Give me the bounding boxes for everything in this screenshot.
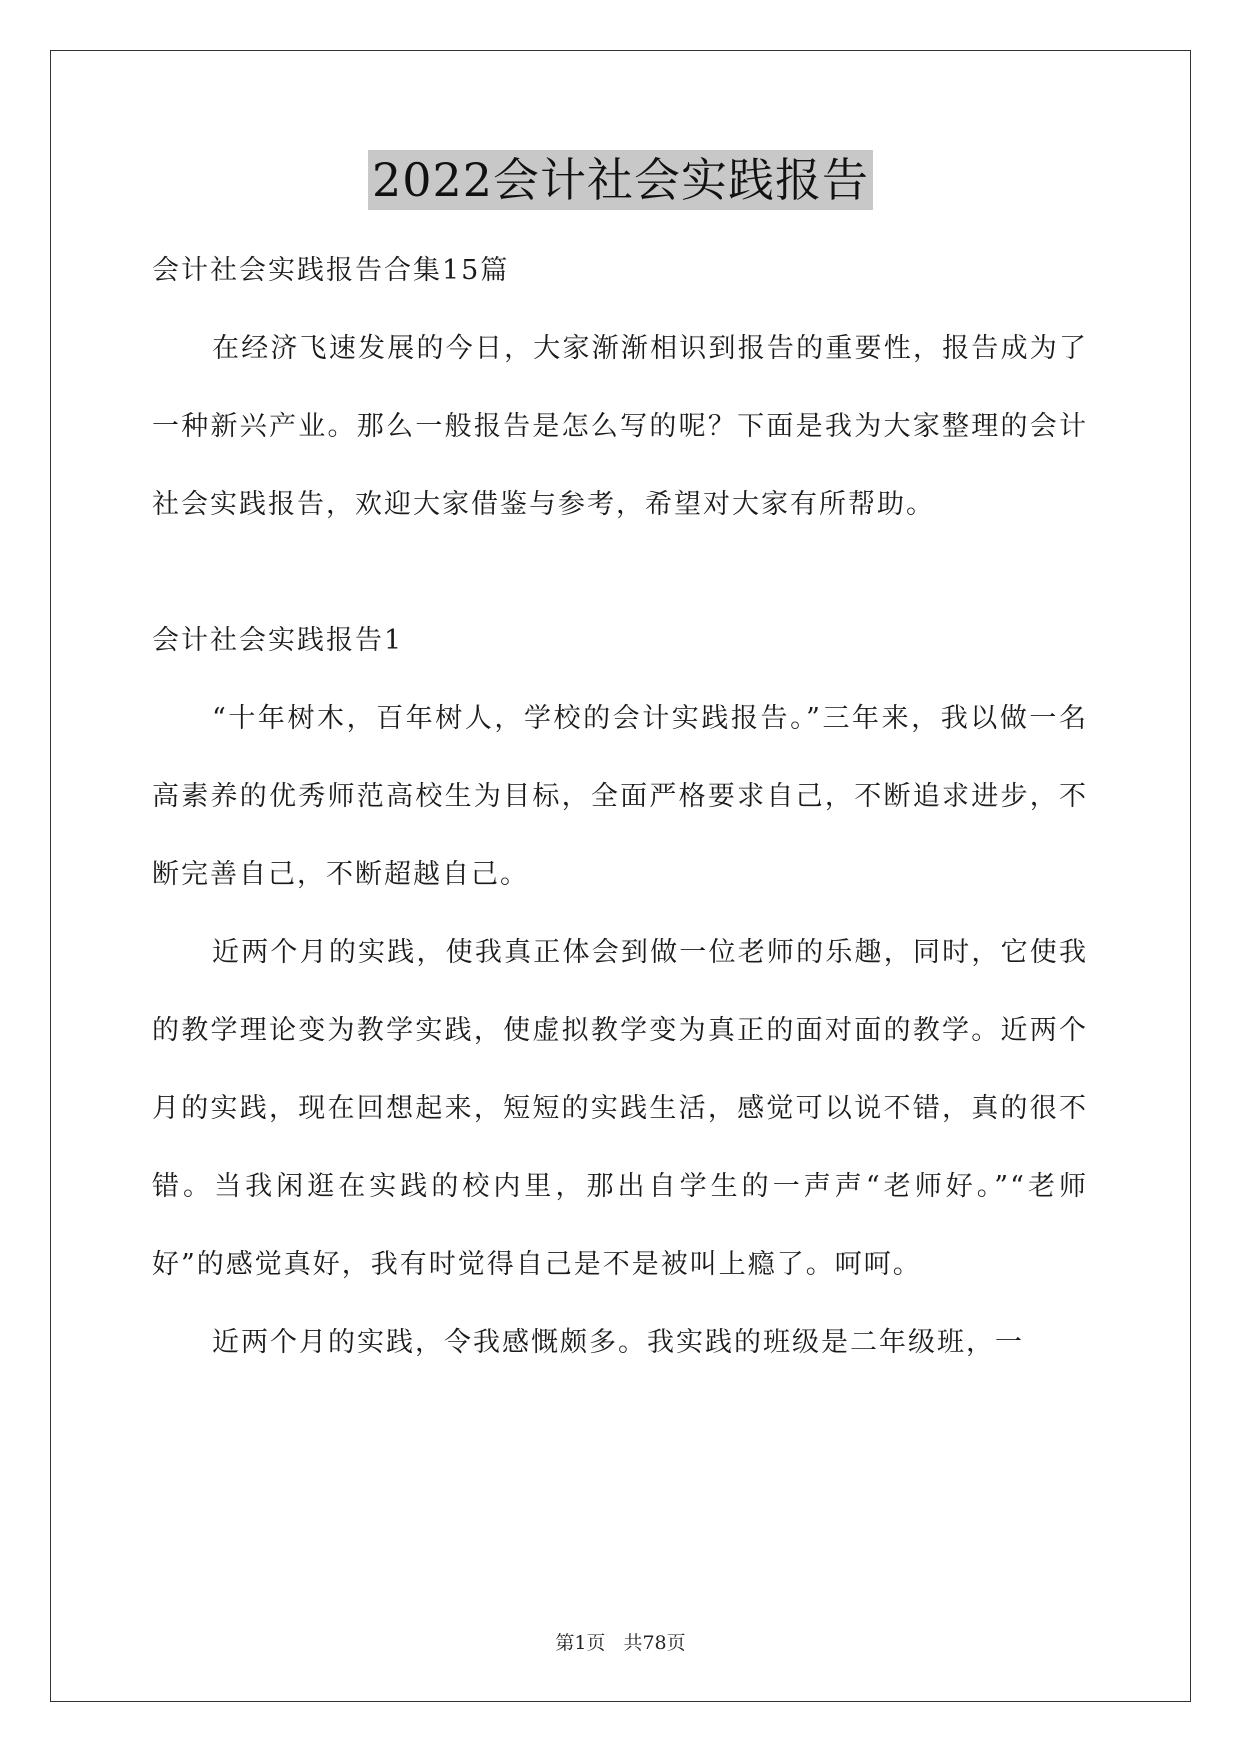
spacer (152, 544, 1088, 602)
body-paragraph: 近两个月的实践，使我真正体会到做一位老师的乐趣，同时，它使我的教学理论变为教学实践，使虚拟教学变为真正的面对面的教学。近两个月的实践，现在回想起来，短短的实践生活，感觉可以说不错，真的很不错。当我闲逛在实践的校内里，那出自学生的一声声“老师好。”“老师好”的感觉真好，我有时觉得自己是不是被叫上瘾了。呵呵。 (152, 937, 1088, 1280)
page-total: 共78页 (623, 1632, 686, 1654)
subtitle: 会计社会实践报告合集15篇 (152, 255, 510, 286)
body-paragraph: “十年树木，百年树人，学校的会计实践报告。”三年来，我以做一名高素养的优秀师范高校生为目标，全面严格要求自己，不断追求进步，不断完善自己，不断超越自己。 (152, 703, 1088, 890)
document-title: 2022会计社会实践报告 (368, 150, 873, 210)
title-container (0, 150, 1241, 210)
page-footer (0, 1628, 1241, 1655)
page-number: 第1页 (555, 1632, 606, 1654)
document-body (152, 232, 1088, 1382)
body-paragraph: 近两个月的实践，令我感慨颇多。我实践的班级是二年级班，一 (212, 1327, 1024, 1358)
section-heading: 会计社会实践报告1 (152, 625, 404, 656)
intro-paragraph: 在经济飞速发展的今日，大家渐渐相识到报告的重要性，报告成为了一种新兴产业。那么一般报告是怎么写的呢？下面是我为大家整理的会计社会实践报告，欢迎大家借鉴与参考，希望对大家有所帮助。 (152, 333, 1088, 520)
